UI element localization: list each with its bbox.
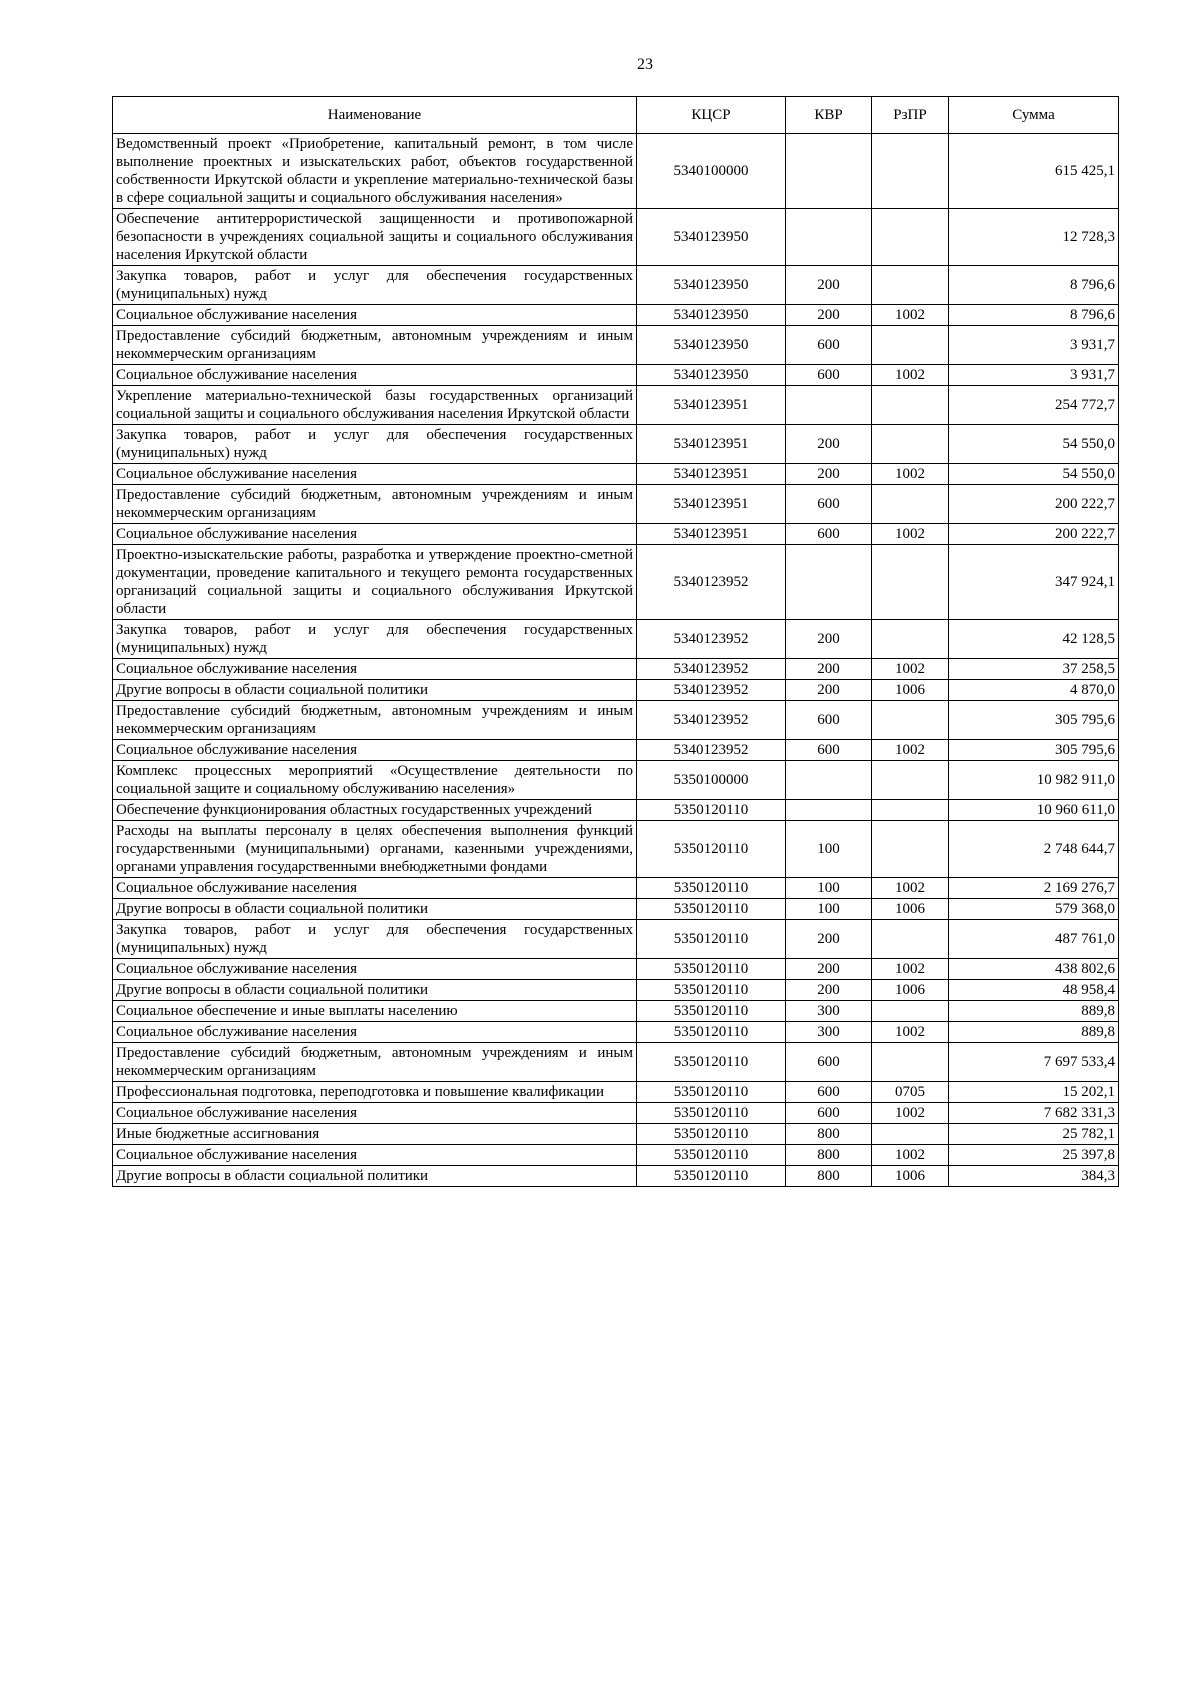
- cell-kcsr: 5340123950: [637, 365, 786, 386]
- cell-rzpr: 1002: [872, 524, 949, 545]
- cell-kvr: 100: [786, 821, 872, 878]
- cell-kcsr: 5350120110: [637, 1145, 786, 1166]
- page-number: 23: [637, 56, 653, 73]
- cell-sum: 2 169 276,7: [949, 878, 1119, 899]
- cell-rzpr: [872, 425, 949, 464]
- table-row: [113, 386, 1119, 425]
- cell-kcsr: 5340123952: [637, 680, 786, 701]
- cell-sum: 12 728,3: [949, 209, 1119, 266]
- cell-name: Закупка товаров, работ и услуг для обеспечения государственных (муниципальных) нужд: [113, 266, 637, 305]
- table-row: [113, 800, 1119, 821]
- cell-name: Предоставление субсидий бюджетным, автономным учреждениям и иным некоммерческим организациям: [113, 1043, 637, 1082]
- cell-kcsr: 5340100000: [637, 134, 786, 209]
- cell-kcsr: 5340123952: [637, 701, 786, 740]
- cell-kvr: 600: [786, 1043, 872, 1082]
- table-row: [113, 1043, 1119, 1082]
- cell-kvr: [786, 761, 872, 800]
- cell-name: Закупка товаров, работ и услуг для обеспечения государственных (муниципальных) нужд: [113, 620, 637, 659]
- cell-name: Закупка товаров, работ и услуг для обеспечения государственных (муниципальных) нужд: [113, 920, 637, 959]
- table-row: [113, 1103, 1119, 1124]
- cell-kcsr: 5340123952: [637, 545, 786, 620]
- table-row: [113, 821, 1119, 878]
- cell-name: Иные бюджетные ассигнования: [113, 1124, 637, 1145]
- cell-kcsr: 5340123950: [637, 326, 786, 365]
- cell-rzpr: [872, 1124, 949, 1145]
- table-row: [113, 1145, 1119, 1166]
- cell-name: Социальное обслуживание населения: [113, 659, 637, 680]
- cell-kvr: [786, 800, 872, 821]
- cell-kvr: 200: [786, 980, 872, 1001]
- cell-rzpr: 1002: [872, 1145, 949, 1166]
- cell-kvr: 200: [786, 920, 872, 959]
- cell-kvr: [786, 209, 872, 266]
- cell-kvr: [786, 386, 872, 425]
- cell-rzpr: 1002: [872, 1022, 949, 1043]
- cell-name: Социальное обслуживание населения: [113, 464, 637, 485]
- header-sum: Сумма: [949, 97, 1119, 134]
- cell-rzpr: [872, 920, 949, 959]
- cell-sum: 48 958,4: [949, 980, 1119, 1001]
- cell-sum: 3 931,7: [949, 326, 1119, 365]
- cell-kvr: 600: [786, 740, 872, 761]
- table-row: [113, 920, 1119, 959]
- cell-name: Социальное обслуживание населения: [113, 305, 637, 326]
- cell-kvr: 600: [786, 524, 872, 545]
- cell-sum: 3 931,7: [949, 365, 1119, 386]
- cell-name: Социальное обслуживание населения: [113, 959, 637, 980]
- cell-name: Социальное обслуживание населения: [113, 1145, 637, 1166]
- table-row: [113, 545, 1119, 620]
- cell-kcsr: 5350120110: [637, 1082, 786, 1103]
- cell-rzpr: 1006: [872, 1166, 949, 1187]
- cell-sum: 7 682 331,3: [949, 1103, 1119, 1124]
- cell-sum: 15 202,1: [949, 1082, 1119, 1103]
- cell-name: Обеспечение антитеррористической защищенности и противопожарной безопасности в учреждениях социальной защиты и социального обслуживания населения Иркутской области: [113, 209, 637, 266]
- cell-kvr: 200: [786, 620, 872, 659]
- table-row: [113, 1124, 1119, 1145]
- cell-kvr: 100: [786, 878, 872, 899]
- cell-rzpr: [872, 209, 949, 266]
- cell-kvr: 200: [786, 659, 872, 680]
- cell-rzpr: 1002: [872, 878, 949, 899]
- cell-kvr: 600: [786, 1103, 872, 1124]
- cell-kvr: 600: [786, 326, 872, 365]
- cell-kcsr: 5340123951: [637, 524, 786, 545]
- cell-kvr: 600: [786, 701, 872, 740]
- cell-name: Социальное обслуживание населения: [113, 1103, 637, 1124]
- cell-sum: 10 982 911,0: [949, 761, 1119, 800]
- table-row: [113, 899, 1119, 920]
- cell-rzpr: [872, 266, 949, 305]
- cell-kvr: 200: [786, 305, 872, 326]
- header-kvr: КВР: [786, 97, 872, 134]
- cell-rzpr: [872, 761, 949, 800]
- cell-rzpr: [872, 485, 949, 524]
- cell-kvr: 200: [786, 425, 872, 464]
- cell-sum: 25 782,1: [949, 1124, 1119, 1145]
- cell-kcsr: 5340123952: [637, 620, 786, 659]
- table-row: [113, 1166, 1119, 1187]
- cell-kcsr: 5350120110: [637, 1022, 786, 1043]
- cell-sum: 37 258,5: [949, 659, 1119, 680]
- table-row: [113, 485, 1119, 524]
- cell-sum: 347 924,1: [949, 545, 1119, 620]
- cell-sum: 42 128,5: [949, 620, 1119, 659]
- cell-kcsr: 5350120110: [637, 878, 786, 899]
- table-row: [113, 980, 1119, 1001]
- table-row: [113, 305, 1119, 326]
- header-kcsr: КЦСР: [637, 97, 786, 134]
- table-row: [113, 425, 1119, 464]
- cell-sum: 4 870,0: [949, 680, 1119, 701]
- cell-sum: 10 960 611,0: [949, 800, 1119, 821]
- cell-kcsr: 5340123951: [637, 386, 786, 425]
- cell-kcsr: 5350120110: [637, 980, 786, 1001]
- cell-name: Проектно-изыскательские работы, разработка и утверждение проектно-сметной документации, проведение капитального и текущего ремонта государственных организаций социальной защиты и социального обслуживания Иркутской области: [113, 545, 637, 620]
- cell-sum: 25 397,8: [949, 1145, 1119, 1166]
- cell-sum: 54 550,0: [949, 464, 1119, 485]
- cell-rzpr: [872, 1043, 949, 1082]
- table-row: [113, 620, 1119, 659]
- cell-sum: 7 697 533,4: [949, 1043, 1119, 1082]
- cell-rzpr: [872, 620, 949, 659]
- cell-kvr: 100: [786, 899, 872, 920]
- cell-rzpr: 1002: [872, 365, 949, 386]
- cell-name: Закупка товаров, работ и услуг для обеспечения государственных (муниципальных) нужд: [113, 425, 637, 464]
- cell-name: Расходы на выплаты персоналу в целях обеспечения выполнения функций государственными (муниципальными) органами, казенными учреждениями, органами управления государственными внебюджетными фондами: [113, 821, 637, 878]
- cell-name: Социальное обеспечение и иные выплаты населению: [113, 1001, 637, 1022]
- cell-name: Социальное обслуживание населения: [113, 1022, 637, 1043]
- cell-rzpr: 0705: [872, 1082, 949, 1103]
- budget-table: [112, 96, 1119, 1187]
- cell-sum: 8 796,6: [949, 305, 1119, 326]
- cell-kvr: 800: [786, 1145, 872, 1166]
- table-row: [113, 1082, 1119, 1103]
- cell-name: Комплекс процессных мероприятий «Осуществление деятельности по социальной защите и социальному обслуживанию населения»: [113, 761, 637, 800]
- table-row: [113, 209, 1119, 266]
- cell-rzpr: [872, 800, 949, 821]
- cell-kcsr: 5340123951: [637, 464, 786, 485]
- cell-name: Другие вопросы в области социальной политики: [113, 680, 637, 701]
- cell-kcsr: 5350120110: [637, 1166, 786, 1187]
- cell-sum: 200 222,7: [949, 524, 1119, 545]
- cell-rzpr: 1002: [872, 959, 949, 980]
- cell-name: Предоставление субсидий бюджетным, автономным учреждениям и иным некоммерческим организациям: [113, 701, 637, 740]
- cell-rzpr: 1002: [872, 464, 949, 485]
- cell-sum: 305 795,6: [949, 701, 1119, 740]
- cell-sum: 200 222,7: [949, 485, 1119, 524]
- table-row: [113, 659, 1119, 680]
- cell-rzpr: 1002: [872, 659, 949, 680]
- table-row: [113, 680, 1119, 701]
- cell-kvr: 300: [786, 1022, 872, 1043]
- table-row: [113, 740, 1119, 761]
- table-row: [113, 266, 1119, 305]
- cell-kvr: 800: [786, 1124, 872, 1145]
- cell-rzpr: [872, 701, 949, 740]
- table-row: [113, 326, 1119, 365]
- cell-rzpr: 1002: [872, 305, 949, 326]
- cell-sum: 579 368,0: [949, 899, 1119, 920]
- cell-name: Обеспечение функционирования областных государственных учреждений: [113, 800, 637, 821]
- cell-name: Социальное обслуживание населения: [113, 878, 637, 899]
- cell-kvr: 200: [786, 464, 872, 485]
- cell-name: Предоставление субсидий бюджетным, автономным учреждениям и иным некоммерческим организациям: [113, 326, 637, 365]
- cell-sum: 254 772,7: [949, 386, 1119, 425]
- cell-name: Ведомственный проект «Приобретение, капитальный ремонт, в том числе выполнение проектных и изыскательских работ, объектов государственной собственности Иркутской области и укрепление материально-технической базы в сфере социальной защиты и социального обслуживания населения»: [113, 134, 637, 209]
- cell-name: Социальное обслуживание населения: [113, 524, 637, 545]
- cell-name: Профессиональная подготовка, переподготовка и повышение квалификации: [113, 1082, 637, 1103]
- cell-rzpr: [872, 1001, 949, 1022]
- cell-kcsr: 5350120110: [637, 959, 786, 980]
- cell-kcsr: 5350120110: [637, 821, 786, 878]
- cell-kcsr: 5350120110: [637, 920, 786, 959]
- cell-sum: 889,8: [949, 1022, 1119, 1043]
- cell-kcsr: 5340123951: [637, 485, 786, 524]
- cell-rzpr: 1006: [872, 980, 949, 1001]
- cell-name: Социальное обслуживание населения: [113, 740, 637, 761]
- cell-kcsr: 5340123952: [637, 659, 786, 680]
- cell-name: Социальное обслуживание населения: [113, 365, 637, 386]
- cell-kvr: 600: [786, 365, 872, 386]
- cell-kcsr: 5350120110: [637, 1043, 786, 1082]
- cell-kcsr: 5340123950: [637, 209, 786, 266]
- cell-kcsr: 5350120110: [637, 1103, 786, 1124]
- table-row: [113, 1001, 1119, 1022]
- cell-kvr: 200: [786, 959, 872, 980]
- cell-rzpr: 1006: [872, 899, 949, 920]
- cell-rzpr: [872, 326, 949, 365]
- table-row: [113, 365, 1119, 386]
- cell-rzpr: 1002: [872, 1103, 949, 1124]
- cell-sum: 487 761,0: [949, 920, 1119, 959]
- cell-kvr: 200: [786, 680, 872, 701]
- cell-kvr: 800: [786, 1166, 872, 1187]
- cell-name: Другие вопросы в области социальной политики: [113, 1166, 637, 1187]
- cell-kcsr: 5350120110: [637, 1001, 786, 1022]
- cell-kcsr: 5350120110: [637, 899, 786, 920]
- cell-kvr: 300: [786, 1001, 872, 1022]
- table-row: [113, 701, 1119, 740]
- header-rzpr: РзПР: [872, 97, 949, 134]
- cell-name: Другие вопросы в области социальной политики: [113, 980, 637, 1001]
- table-row: [113, 524, 1119, 545]
- cell-sum: 305 795,6: [949, 740, 1119, 761]
- cell-sum: 615 425,1: [949, 134, 1119, 209]
- cell-name: Другие вопросы в области социальной политики: [113, 899, 637, 920]
- table-row: [113, 464, 1119, 485]
- table-row: [113, 878, 1119, 899]
- cell-rzpr: [872, 821, 949, 878]
- cell-sum: 54 550,0: [949, 425, 1119, 464]
- cell-sum: 2 748 644,7: [949, 821, 1119, 878]
- table-row: [113, 134, 1119, 209]
- cell-sum: 384,3: [949, 1166, 1119, 1187]
- cell-kcsr: 5340123950: [637, 305, 786, 326]
- cell-kcsr: 5340123952: [637, 740, 786, 761]
- cell-rzpr: [872, 134, 949, 209]
- header-name: Наименование: [113, 97, 637, 134]
- cell-kvr: [786, 134, 872, 209]
- cell-kvr: 200: [786, 266, 872, 305]
- cell-kcsr: 5340123950: [637, 266, 786, 305]
- cell-sum: 889,8: [949, 1001, 1119, 1022]
- cell-sum: 438 802,6: [949, 959, 1119, 980]
- cell-name: Укрепление материально-технической базы государственных организаций социальной защиты и социального обслуживания населения Иркутской области: [113, 386, 637, 425]
- cell-kcsr: 5340123951: [637, 425, 786, 464]
- table-body: [113, 134, 1119, 1187]
- table-row: [113, 959, 1119, 980]
- cell-kcsr: 5350120110: [637, 1124, 786, 1145]
- cell-sum: 8 796,6: [949, 266, 1119, 305]
- cell-kvr: 600: [786, 485, 872, 524]
- cell-rzpr: [872, 545, 949, 620]
- table-row: [113, 761, 1119, 800]
- cell-rzpr: 1002: [872, 740, 949, 761]
- cell-kvr: [786, 545, 872, 620]
- table-row: [113, 1022, 1119, 1043]
- cell-name: Предоставление субсидий бюджетным, автономным учреждениям и иным некоммерческим организациям: [113, 485, 637, 524]
- cell-kcsr: 5350120110: [637, 800, 786, 821]
- cell-kvr: 600: [786, 1082, 872, 1103]
- cell-rzpr: 1006: [872, 680, 949, 701]
- table-header-row: [113, 97, 1119, 134]
- cell-kcsr: 5350100000: [637, 761, 786, 800]
- cell-rzpr: [872, 386, 949, 425]
